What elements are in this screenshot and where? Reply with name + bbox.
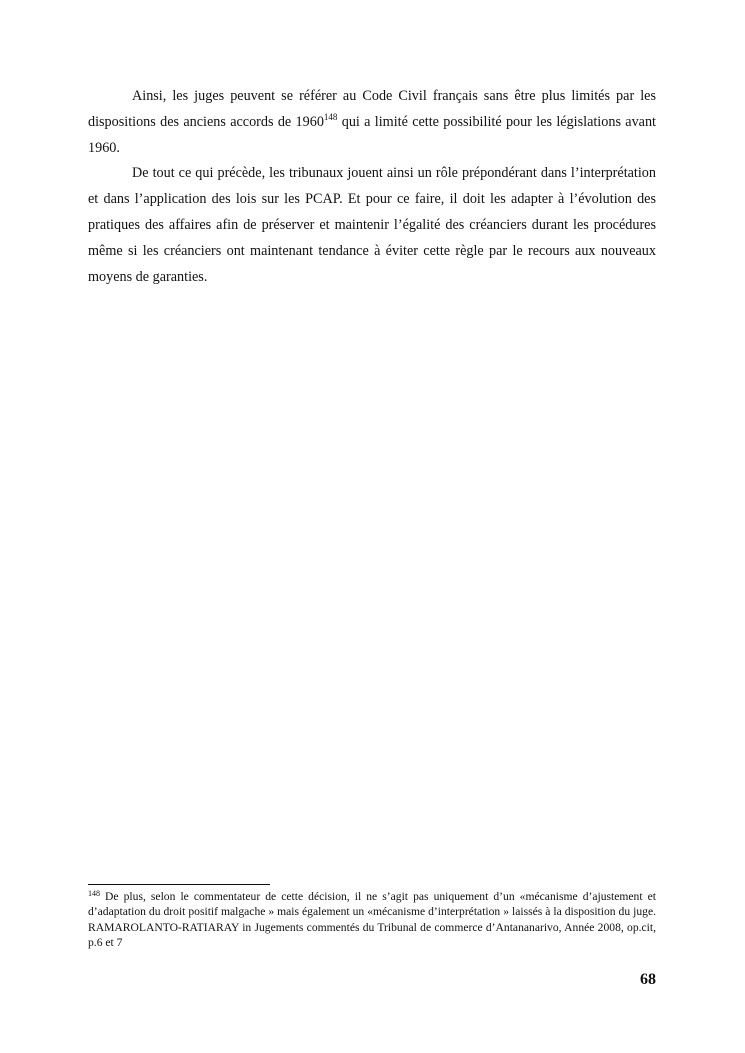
footnote-number: 148 bbox=[88, 889, 100, 898]
footnote-text: De plus, selon le commentateur de cette décision, il ne s’agit pas uniquement d’un «mécanisme d’ajustement et d’adaptation du droit positif malgache » mais également un «mécanisme d’interprétation » laissés à la disposition du juge. RAMAROLANTO-RATIARAY in Jugements commentés du Tribunal de commerce d’Antananarivo, Année 2008, op.cit, p.6 et 7 bbox=[88, 890, 656, 949]
footnote-separator bbox=[88, 884, 270, 885]
paragraph-1 bbox=[88, 84, 656, 161]
page-number: 68 bbox=[640, 971, 656, 988]
paragraph-2: De tout ce qui précède, les tribunaux jouent ainsi un rôle prépondérant dans l’interprétation et dans l’application des lois sur les PCAP. Et pour ce faire, il doit les adapter à l’évolution des pratiques des affaires afin de préserver et maintenir l’égalité des créanciers durant les procédures même si les créanciers ont maintenant tendance à éviter cette règle par le recours aux nouveaux moyens de garanties. bbox=[88, 165, 656, 285]
body-text bbox=[88, 84, 656, 290]
paragraph-1-text: Ainsi, les juges peuvent se référer au Code Civil français sans être plus limités par les dispositions des anciens accords de 1960 bbox=[88, 88, 656, 130]
footnote-reference[interactable]: 148 bbox=[323, 111, 338, 122]
footnote bbox=[88, 889, 656, 950]
paragraph-1-continuation: qui a limité cette possibilité pour les législations avant 1960. bbox=[88, 113, 657, 156]
